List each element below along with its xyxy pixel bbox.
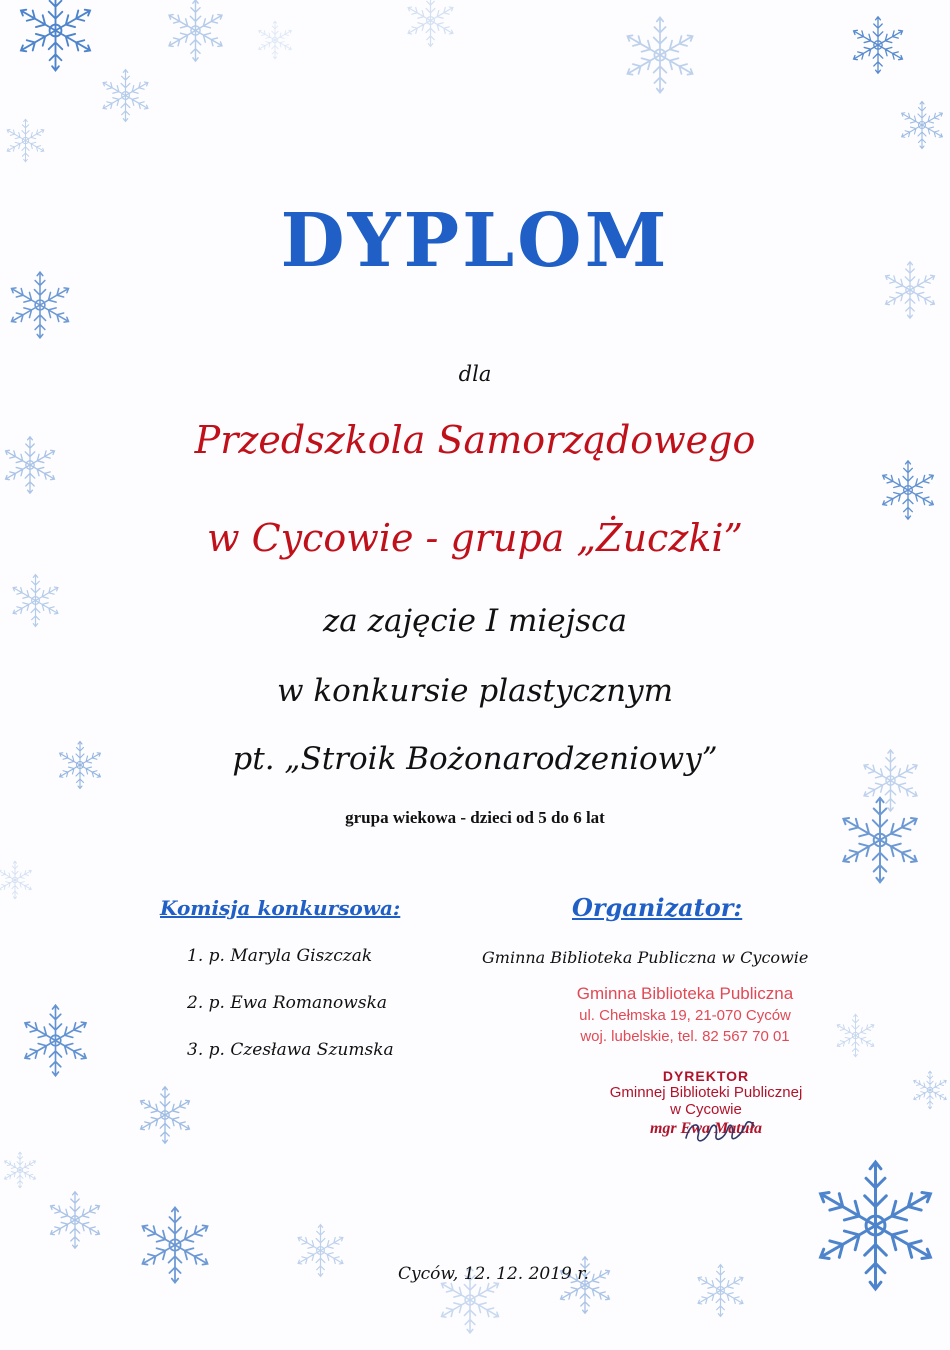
organizer-heading: Organizator: <box>572 893 743 922</box>
snowflake-icon <box>163 0 228 63</box>
stamp-line: DYREKTOR <box>662 1068 750 1084</box>
snowflake-icon <box>620 15 700 95</box>
committee-member: 1. p. Maryla Giszczak <box>187 946 373 966</box>
snowflake-icon <box>1 1151 39 1189</box>
award-line-3: pt. „Stroik Bożonarodzeniowy” <box>232 741 718 777</box>
stamp-line: Gminna Biblioteka Publiczna <box>576 984 794 1003</box>
snowflake-icon <box>833 1013 878 1058</box>
snowflake-icon <box>293 1223 348 1278</box>
snowflake-icon <box>910 1070 950 1110</box>
handwritten-signature <box>680 1112 760 1152</box>
committee-member: 2. p. Ewa Romanowska <box>187 993 387 1013</box>
award-line-2: w konkursie plastycznym <box>276 673 674 709</box>
stamp-line: w Cycowie <box>670 1101 742 1118</box>
snowflake-icon <box>693 1263 748 1318</box>
stamp-line: Gminnej Biblioteki Publicznej <box>609 1084 803 1101</box>
snowflake-icon <box>13 0 98 73</box>
recipient-line-2: w Cycowie - grupa „Żuczki” <box>207 516 743 560</box>
snowflake-icon <box>255 20 295 60</box>
stamp-line: mgr Ewa Matuła <box>649 1120 763 1137</box>
snowflake-icon <box>0 860 35 900</box>
age-group: grupa wiekowa - dzieci od 5 do 6 lat <box>345 808 605 827</box>
snowflake-icon <box>877 459 939 521</box>
committee-member: 3. p. Czesława Szumska <box>187 1040 394 1060</box>
snowflake-icon <box>45 1190 105 1250</box>
award-line-1: za zajęcie I miejsca <box>322 603 628 639</box>
snowflake-icon <box>98 68 153 123</box>
snowflake-icon <box>3 118 48 163</box>
snowflake-icon <box>18 1003 93 1078</box>
snowflake-icon <box>135 1085 195 1145</box>
organizer-name: Gminna Biblioteka Publiczna w Cycowie <box>482 948 809 967</box>
recipient-line-1: Przedszkola Samorządowego <box>194 418 756 462</box>
for-label: dla <box>458 362 492 386</box>
diploma-title: DYPLOM <box>280 198 670 284</box>
snowflake-icon <box>897 100 947 150</box>
committee-heading: Komisja konkursowa: <box>160 896 401 920</box>
stamp-line: woj. lubelskie, tel. 82 567 70 01 <box>580 1028 790 1045</box>
snowflake-icon <box>403 0 458 48</box>
place-date: Cyców, 12. 12. 2019 r. <box>398 1264 589 1284</box>
snowflake-icon <box>135 1205 215 1285</box>
library-stamp <box>560 983 810 1047</box>
snowflake-icon <box>808 1158 943 1293</box>
stamp-line: ul. Chełmska 19, 21-070 Cyców <box>579 1007 791 1024</box>
snowflake-icon <box>848 15 908 75</box>
